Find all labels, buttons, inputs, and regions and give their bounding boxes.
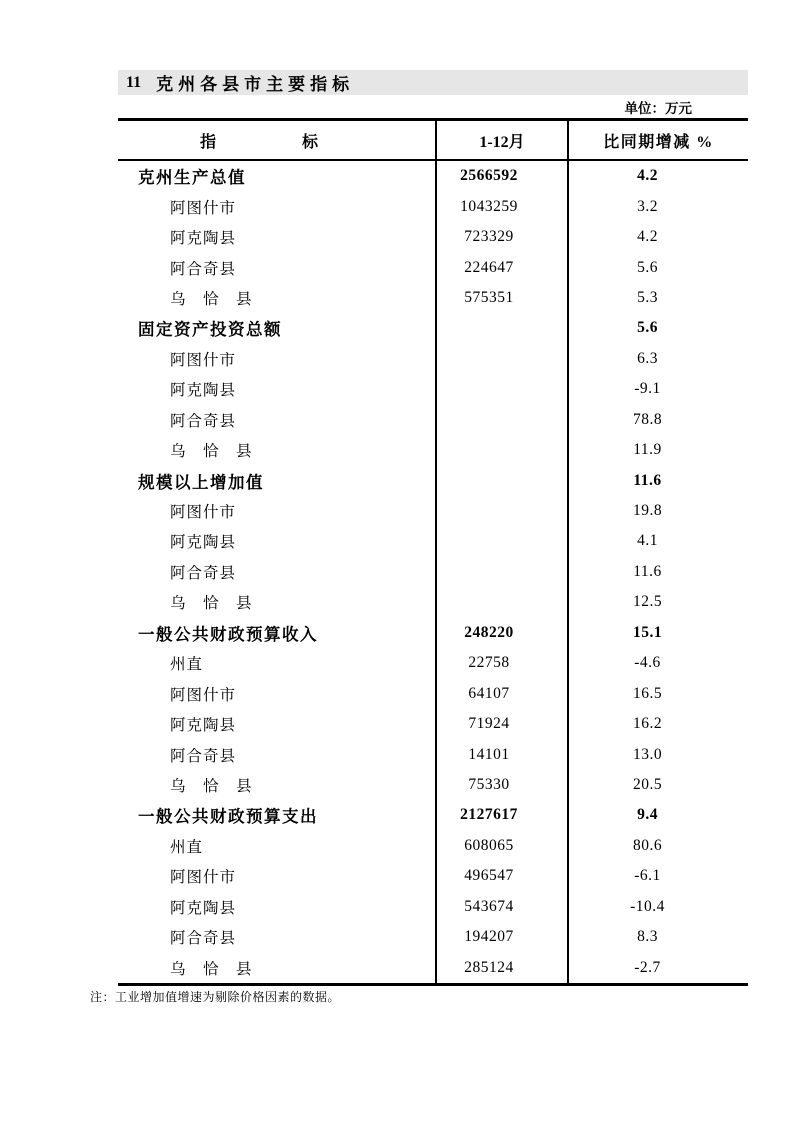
value-cell: 496547 (435, 861, 567, 891)
value-cell: 543674 (435, 892, 567, 922)
pct-cell: 80.6 (567, 831, 748, 861)
table-row (118, 709, 748, 739)
pct-cell: 13.0 (567, 739, 748, 769)
table-row (118, 861, 748, 891)
value-cell (435, 435, 567, 465)
indicator-cell: 阿图什市 (170, 351, 237, 369)
indicator-cell: 州直 (170, 656, 204, 674)
pct-cell: 16.5 (567, 678, 748, 708)
value-cell (435, 557, 567, 587)
indicator-cell: 克州生产总值 (138, 168, 246, 188)
indicator-cell: 阿合奇县 (170, 930, 237, 948)
header-period: 1-12月 (435, 121, 567, 159)
indicator-cell: 阿克陶县 (170, 899, 237, 917)
table-row (118, 252, 748, 282)
table-row (118, 344, 748, 374)
value-cell: 64107 (435, 678, 567, 708)
table-row (118, 892, 748, 922)
table-row (118, 283, 748, 313)
value-cell (435, 526, 567, 556)
unit-line (118, 95, 748, 118)
table-row (118, 496, 748, 526)
table-row (118, 161, 748, 191)
indicator-cell: 乌 恰 县 (170, 290, 253, 308)
table-row (118, 374, 748, 404)
pct-cell: 12.5 (567, 587, 748, 617)
pct-cell: 5.6 (567, 313, 748, 343)
value-cell (435, 344, 567, 374)
indicator-cell: 一般公共财政预算收入 (138, 624, 318, 644)
indicator-cell: 阿克陶县 (170, 382, 237, 400)
indicator-cell: 阿合奇县 (170, 564, 237, 582)
pct-cell: 5.6 (567, 252, 748, 282)
table-row (118, 952, 748, 982)
value-cell (435, 405, 567, 435)
indicator-cell: 阿克陶县 (170, 230, 237, 248)
value-cell: 22758 (435, 648, 567, 678)
value-cell (435, 496, 567, 526)
pct-cell: -6.1 (567, 861, 748, 891)
value-cell: 2566592 (435, 161, 567, 191)
indicator-cell: 乌 恰 县 (170, 960, 253, 978)
indicator-cell: 州直 (170, 838, 204, 856)
value-cell (435, 465, 567, 495)
pct-cell: -9.1 (567, 374, 748, 404)
pct-cell: 3.2 (567, 191, 748, 221)
indicator-cell: 阿克陶县 (170, 717, 237, 735)
table-row (118, 922, 748, 952)
page-title: 克州各县市主要指标 (156, 75, 355, 94)
table-row (118, 800, 748, 830)
indicator-cell: 阿图什市 (170, 504, 237, 522)
value-cell: 224647 (435, 252, 567, 282)
value-cell: 575351 (435, 283, 567, 313)
pct-cell: 8.3 (567, 922, 748, 952)
pct-cell: 20.5 (567, 770, 748, 800)
indicator-cell: 规模以上增加值 (138, 472, 264, 492)
pct-cell: 78.8 (567, 405, 748, 435)
pct-cell: 19.8 (567, 496, 748, 526)
table-row (118, 526, 748, 556)
table-row (118, 222, 748, 252)
table-row (118, 465, 748, 495)
footnote: 注：工业增加值增速为剔除价格因素的数据。 (90, 990, 341, 1004)
pct-cell: 6.3 (567, 344, 748, 374)
indicator-cell: 乌 恰 县 (170, 777, 253, 795)
value-cell: 1043259 (435, 191, 567, 221)
pct-cell: 16.2 (567, 709, 748, 739)
pct-cell: -10.4 (567, 892, 748, 922)
indicator-cell: 阿图什市 (170, 199, 237, 217)
pct-cell: 4.1 (567, 526, 748, 556)
value-cell: 71924 (435, 709, 567, 739)
indicator-cell: 阿图什市 (170, 686, 237, 704)
table-row (118, 678, 748, 708)
value-cell: 608065 (435, 831, 567, 861)
unit-label: 单位：万元 (624, 100, 692, 116)
indicators-table (118, 118, 748, 986)
table-row (118, 313, 748, 343)
value-cell: 75330 (435, 770, 567, 800)
pct-cell: 9.4 (567, 800, 748, 830)
value-cell: 14101 (435, 739, 567, 769)
table-row (118, 557, 748, 587)
table-row (118, 587, 748, 617)
table-header-row (118, 121, 748, 161)
indicator-cell: 阿克陶县 (170, 534, 237, 552)
indicator-cell: 乌 恰 县 (170, 443, 253, 461)
value-cell (435, 374, 567, 404)
pct-cell: 15.1 (567, 618, 748, 648)
pct-cell: 4.2 (567, 222, 748, 252)
value-cell: 2127617 (435, 800, 567, 830)
indicator-cell: 阿合奇县 (170, 260, 237, 278)
table-body (118, 161, 748, 983)
pct-cell: -2.7 (567, 952, 748, 982)
pct-cell: 11.9 (567, 435, 748, 465)
value-cell: 723329 (435, 222, 567, 252)
indicator-cell: 固定资产投资总额 (138, 320, 282, 340)
table-row (118, 831, 748, 861)
pct-cell: 11.6 (567, 465, 748, 495)
value-cell: 248220 (435, 618, 567, 648)
indicator-cell: 一般公共财政预算支出 (138, 807, 318, 827)
title-band (118, 70, 748, 95)
value-cell (435, 587, 567, 617)
pct-cell: 5.3 (567, 283, 748, 313)
pct-cell: 11.6 (567, 557, 748, 587)
table-row (118, 435, 748, 465)
indicator-cell: 阿图什市 (170, 869, 237, 887)
indicator-cell: 阿合奇县 (170, 412, 237, 430)
table-row (118, 770, 748, 800)
value-cell (435, 313, 567, 343)
indicator-cell: 阿合奇县 (170, 747, 237, 765)
table-row (118, 191, 748, 221)
header-change: 比同期增减 % (567, 121, 748, 159)
header-indicator: 指 标 (199, 133, 319, 151)
value-cell: 285124 (435, 952, 567, 982)
table-row (118, 618, 748, 648)
table-row (118, 739, 748, 769)
content-area (118, 70, 748, 986)
table-row (118, 648, 748, 678)
pct-cell: 4.2 (567, 161, 748, 191)
value-cell: 194207 (435, 922, 567, 952)
indicator-cell: 乌 恰 县 (170, 595, 253, 613)
table-number: 11 (126, 73, 142, 91)
table-row (118, 405, 748, 435)
pct-cell: -4.6 (567, 648, 748, 678)
